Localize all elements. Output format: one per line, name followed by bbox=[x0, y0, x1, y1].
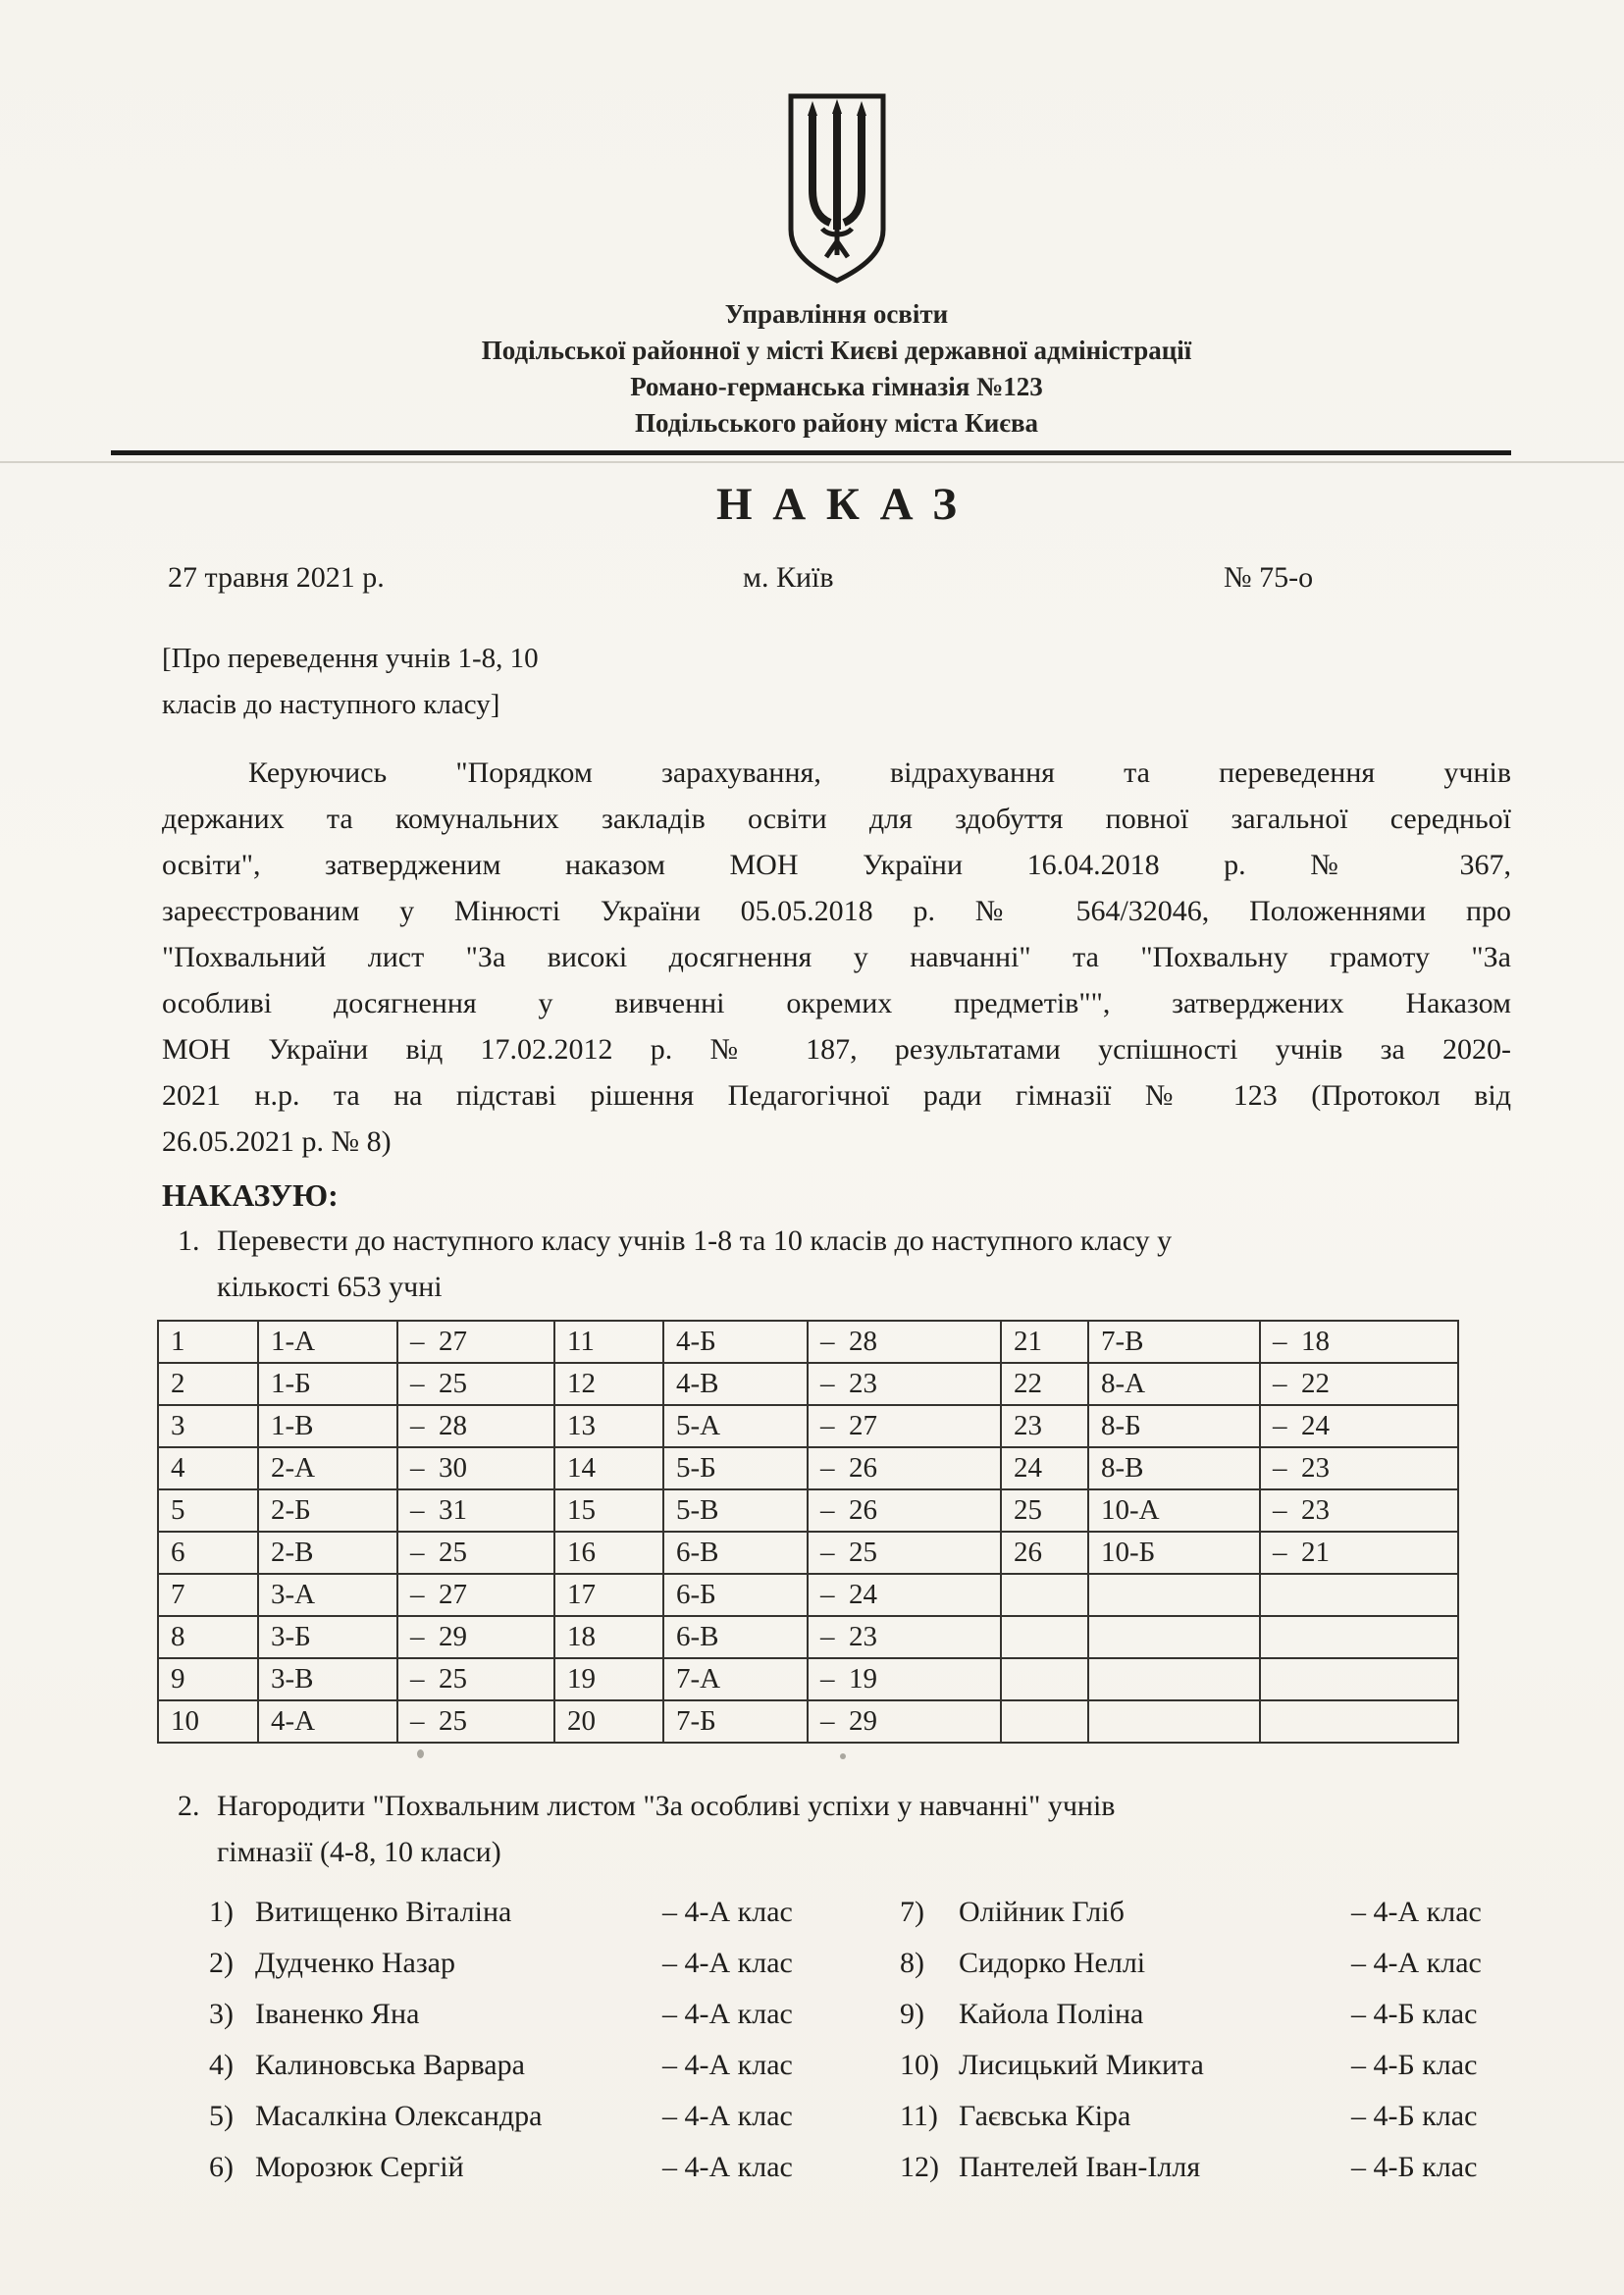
table-row bbox=[158, 1489, 1458, 1532]
table-cell: 8-Б bbox=[1088, 1405, 1260, 1447]
table-cell: 18 bbox=[554, 1616, 663, 1658]
table-cell: – 29 bbox=[397, 1616, 554, 1658]
award-class: – 4-Б клас bbox=[1351, 2049, 1478, 2081]
award-number: 9) bbox=[900, 1998, 924, 2030]
item-continuation: кількості 653 учні bbox=[217, 1271, 443, 1303]
award-row bbox=[900, 1887, 1528, 1938]
table-cell: 2 bbox=[158, 1363, 258, 1405]
subject-line: [Про переведення учнів 1-8, 10 bbox=[162, 643, 539, 674]
table-cell: 23 bbox=[1001, 1405, 1088, 1447]
table-cell bbox=[1001, 1616, 1088, 1658]
order-item-1 bbox=[178, 1218, 1511, 1310]
table-cell bbox=[1260, 1574, 1458, 1616]
item-continuation: гімназії (4-8, 10 класи) bbox=[217, 1836, 501, 1868]
table-cell: 1-А bbox=[258, 1321, 397, 1363]
table-cell: – 27 bbox=[808, 1405, 1001, 1447]
table-cell: – 23 bbox=[808, 1363, 1001, 1405]
table-cell: – 28 bbox=[397, 1405, 554, 1447]
ukraine-trident-emblem bbox=[783, 90, 891, 287]
table-cell: – 24 bbox=[1260, 1405, 1458, 1447]
award-list bbox=[162, 1887, 1511, 2211]
table-row bbox=[158, 1574, 1458, 1616]
award-name: Масалкіна Олександра bbox=[255, 2100, 543, 2132]
award-number: 6) bbox=[209, 2151, 234, 2183]
preamble-line: Керуючись "Порядком зарахування, відрахування та переведення учнів bbox=[248, 756, 1511, 789]
table-cell: 21 bbox=[1001, 1321, 1088, 1363]
preamble-line: держаних та комунальних закладів освіти для здобуття повної загальної середньої bbox=[162, 803, 1511, 835]
order-meta bbox=[162, 561, 1511, 604]
table-cell: 2-А bbox=[258, 1447, 397, 1489]
letterhead-line: Подільського району міста Києва bbox=[634, 408, 1039, 438]
award-class: – 4-Б клас bbox=[1351, 1998, 1478, 2030]
table-cell bbox=[1088, 1658, 1260, 1700]
award-name: Пантелей Іван-Ілля bbox=[959, 2151, 1201, 2183]
award-number: 3) bbox=[209, 1998, 234, 2030]
table-cell: 15 bbox=[554, 1489, 663, 1532]
award-row bbox=[209, 1887, 886, 1938]
award-class: – 4-А клас bbox=[662, 2151, 793, 2183]
table-cell: 1-В bbox=[258, 1405, 397, 1447]
table-cell: – 23 bbox=[1260, 1489, 1458, 1532]
item-line bbox=[178, 1783, 1511, 1829]
table-cell: 8 bbox=[158, 1616, 258, 1658]
table-cell: 5 bbox=[158, 1489, 258, 1532]
table-cell: 14 bbox=[554, 1447, 663, 1489]
table-cell bbox=[1001, 1574, 1088, 1616]
table-cell: 9 bbox=[158, 1658, 258, 1700]
award-row bbox=[209, 2142, 886, 2193]
table-cell: 5-Б bbox=[663, 1447, 808, 1489]
table-cell: 4-В bbox=[663, 1363, 808, 1405]
award-column-right bbox=[900, 1887, 1528, 2193]
table-cell: 6-Б bbox=[663, 1574, 808, 1616]
order-preamble bbox=[162, 750, 1511, 1165]
table-cell bbox=[1088, 1616, 1260, 1658]
table-cell bbox=[1088, 1700, 1260, 1743]
award-number: 2) bbox=[209, 1947, 234, 1979]
table-cell: – 25 bbox=[397, 1363, 554, 1405]
award-name: Іваненко Яна bbox=[255, 1998, 420, 2030]
table-cell: – 27 bbox=[397, 1321, 554, 1363]
classes-table bbox=[157, 1320, 1459, 1744]
scan-artifact bbox=[417, 1749, 424, 1758]
table-cell: – 25 bbox=[397, 1532, 554, 1574]
award-class: – 4-А клас bbox=[1351, 1896, 1482, 1928]
table-cell: – 18 bbox=[1260, 1321, 1458, 1363]
table-cell: 6-В bbox=[663, 1532, 808, 1574]
table-cell: – 23 bbox=[808, 1616, 1001, 1658]
table-cell: 20 bbox=[554, 1700, 663, 1743]
award-name: Кайола Поліна bbox=[959, 1998, 1144, 2030]
scan-artifact bbox=[840, 1753, 846, 1759]
table-cell: 16 bbox=[554, 1532, 663, 1574]
table-cell: 3-А bbox=[258, 1574, 397, 1616]
table-cell: – 19 bbox=[808, 1658, 1001, 1700]
award-class: – 4-А клас bbox=[662, 2100, 793, 2132]
table-row bbox=[158, 1658, 1458, 1700]
award-row bbox=[209, 1938, 886, 1989]
award-name: Калиновська Варвара bbox=[255, 2049, 525, 2081]
header-divider bbox=[111, 450, 1511, 455]
table-cell: 3 bbox=[158, 1405, 258, 1447]
award-row bbox=[209, 2040, 886, 2091]
header-divider-faint bbox=[0, 461, 1624, 463]
letterhead-line: Подільської районної у місті Києві державної адміністрації bbox=[481, 336, 1192, 365]
award-number: 11) bbox=[900, 2100, 938, 2132]
table-row bbox=[158, 1405, 1458, 1447]
table-row bbox=[158, 1532, 1458, 1574]
order-number: № 75-о bbox=[1224, 561, 1314, 594]
table-cell: – 25 bbox=[397, 1658, 554, 1700]
table-cell: 5-А bbox=[663, 1405, 808, 1447]
table-cell: 1 bbox=[158, 1321, 258, 1363]
table-cell: 7-А bbox=[663, 1658, 808, 1700]
table-cell: 7 bbox=[158, 1574, 258, 1616]
table-cell: 3-В bbox=[258, 1658, 397, 1700]
letterhead-line: Управління освіти bbox=[724, 299, 949, 329]
table-cell: – 23 bbox=[1260, 1447, 1458, 1489]
preamble-line: особливі досягнення у вивченні окремих предметів"", затверджених Наказом bbox=[162, 987, 1511, 1019]
table-cell: 17 bbox=[554, 1574, 663, 1616]
order-title: НАКАЗ bbox=[716, 479, 977, 530]
award-class: – 4-А клас bbox=[662, 2049, 793, 2081]
award-name: Морозюк Сергій bbox=[255, 2151, 464, 2183]
table-cell: – 30 bbox=[397, 1447, 554, 1489]
preamble-line: освіти", затвердженим наказом МОН України 16.04.2018 р. № 367, bbox=[162, 849, 1511, 881]
table-cell: – 29 bbox=[808, 1700, 1001, 1743]
preamble-line: МОН України від 17.02.2012 р. № 187, результатами успішності учнів за 2020- bbox=[162, 1033, 1511, 1066]
award-row bbox=[900, 2142, 1528, 2193]
table-cell: – 27 bbox=[397, 1574, 554, 1616]
table-cell: 26 bbox=[1001, 1532, 1088, 1574]
table-cell: 8-А bbox=[1088, 1363, 1260, 1405]
award-row bbox=[900, 1938, 1528, 1989]
table-cell bbox=[1088, 1574, 1260, 1616]
table-cell bbox=[1260, 1700, 1458, 1743]
table-cell: 7-В bbox=[1088, 1321, 1260, 1363]
table-cell: 2-Б bbox=[258, 1489, 397, 1532]
award-name: Дудченко Назар bbox=[255, 1947, 455, 1979]
table-cell: 6-В bbox=[663, 1616, 808, 1658]
table-cell: 3-Б bbox=[258, 1616, 397, 1658]
item-number: 1. bbox=[178, 1225, 200, 1257]
table-cell: – 24 bbox=[808, 1574, 1001, 1616]
award-row bbox=[900, 2091, 1528, 2142]
table-cell: – 31 bbox=[397, 1489, 554, 1532]
subject-line: класів до наступного класу] bbox=[162, 689, 500, 720]
preamble-line: 26.05.2021 р. № 8) bbox=[162, 1125, 392, 1158]
table-cell: 7-Б bbox=[663, 1700, 808, 1743]
award-number: 1) bbox=[209, 1896, 234, 1928]
preamble-line: зареєстрованим у Мінюсті України 05.05.2018 р. № 564/32046, Положеннями про bbox=[162, 895, 1511, 927]
award-number: 8) bbox=[900, 1947, 924, 1979]
award-number: 12) bbox=[900, 2151, 939, 2183]
table-row bbox=[158, 1321, 1458, 1363]
table-cell: 13 bbox=[554, 1405, 663, 1447]
award-class: – 4-Б клас bbox=[1351, 2151, 1478, 2183]
table-cell bbox=[1260, 1658, 1458, 1700]
table-cell: 1-Б bbox=[258, 1363, 397, 1405]
award-row bbox=[209, 1989, 886, 2040]
item-text: Нагородити "Похвальним листом "За особливі успіхи у навчанні" учнів bbox=[217, 1790, 1116, 1822]
table-cell: 10 bbox=[158, 1700, 258, 1743]
award-name: Сидорко Неллі bbox=[959, 1947, 1146, 1979]
table-cell bbox=[1001, 1700, 1088, 1743]
table-row bbox=[158, 1363, 1458, 1405]
award-row bbox=[900, 1989, 1528, 2040]
item-text: Перевести до наступного класу учнів 1-8 та 10 класів до наступного класу у bbox=[217, 1225, 1173, 1257]
table-row bbox=[158, 1447, 1458, 1489]
award-row bbox=[209, 2091, 886, 2142]
award-number: 5) bbox=[209, 2100, 234, 2132]
table-cell: 24 bbox=[1001, 1447, 1088, 1489]
award-class: – 4-Б клас bbox=[1351, 2100, 1478, 2132]
table-row bbox=[158, 1616, 1458, 1658]
table-cell bbox=[1260, 1616, 1458, 1658]
item-number: 2. bbox=[178, 1790, 200, 1822]
table-cell: 10-Б bbox=[1088, 1532, 1260, 1574]
table-cell: – 21 bbox=[1260, 1532, 1458, 1574]
table-cell: – 26 bbox=[808, 1447, 1001, 1489]
table-cell: 5-В bbox=[663, 1489, 808, 1532]
order-date: 27 травня 2021 р. bbox=[168, 561, 385, 594]
table-cell: – 22 bbox=[1260, 1363, 1458, 1405]
table-cell: 8-В bbox=[1088, 1447, 1260, 1489]
award-class: – 4-А клас bbox=[662, 1896, 793, 1928]
award-name: Олійник Гліб bbox=[959, 1896, 1125, 1928]
table-cell: 4-Б bbox=[663, 1321, 808, 1363]
classes-table-body bbox=[158, 1321, 1458, 1743]
award-class: – 4-А клас bbox=[1351, 1947, 1482, 1979]
table-cell: 4 bbox=[158, 1447, 258, 1489]
award-number: 7) bbox=[900, 1896, 924, 1928]
table-cell bbox=[1001, 1658, 1088, 1700]
table-cell: 2-В bbox=[258, 1532, 397, 1574]
preamble-line: "Похвальний лист "За високі досягнення у навчанні" та "Похвальну грамоту "За bbox=[162, 941, 1511, 973]
order-place: м. Київ bbox=[743, 561, 834, 594]
letterhead-line: Романо-германська гімназія №123 bbox=[630, 372, 1043, 401]
table-cell: – 25 bbox=[397, 1700, 554, 1743]
resolve-heading: НАКАЗУЮ: bbox=[162, 1177, 339, 1213]
item-line bbox=[178, 1218, 1511, 1264]
award-column-left bbox=[209, 1887, 886, 2193]
table-cell: 11 bbox=[554, 1321, 663, 1363]
award-name: Лисицький Микита bbox=[959, 2049, 1204, 2081]
table-cell: – 28 bbox=[808, 1321, 1001, 1363]
award-number: 4) bbox=[209, 2049, 234, 2081]
table-cell: 10-А bbox=[1088, 1489, 1260, 1532]
table-cell: 19 bbox=[554, 1658, 663, 1700]
table-cell: – 25 bbox=[808, 1532, 1001, 1574]
award-name: Витищенко Віталіна bbox=[255, 1896, 512, 1928]
award-number: 10) bbox=[900, 2049, 939, 2081]
order-item-2 bbox=[178, 1783, 1511, 1875]
table-cell: 6 bbox=[158, 1532, 258, 1574]
preamble-line: 2021 н.р. та на підставі рішення Педагогічної ради гімназії № 123 (Протокол від bbox=[162, 1079, 1511, 1112]
award-row bbox=[900, 2040, 1528, 2091]
table-cell: 4-А bbox=[258, 1700, 397, 1743]
table-row bbox=[158, 1700, 1458, 1743]
table-cell: 25 bbox=[1001, 1489, 1088, 1532]
order-subject bbox=[162, 636, 1511, 728]
award-class: – 4-А клас bbox=[662, 1947, 793, 1979]
table-cell: 12 bbox=[554, 1363, 663, 1405]
letterhead bbox=[162, 296, 1511, 442]
award-name: Гаєвська Кіра bbox=[959, 2100, 1131, 2132]
table-cell: – 26 bbox=[808, 1489, 1001, 1532]
award-class: – 4-А клас bbox=[662, 1998, 793, 2030]
table-cell: 22 bbox=[1001, 1363, 1088, 1405]
